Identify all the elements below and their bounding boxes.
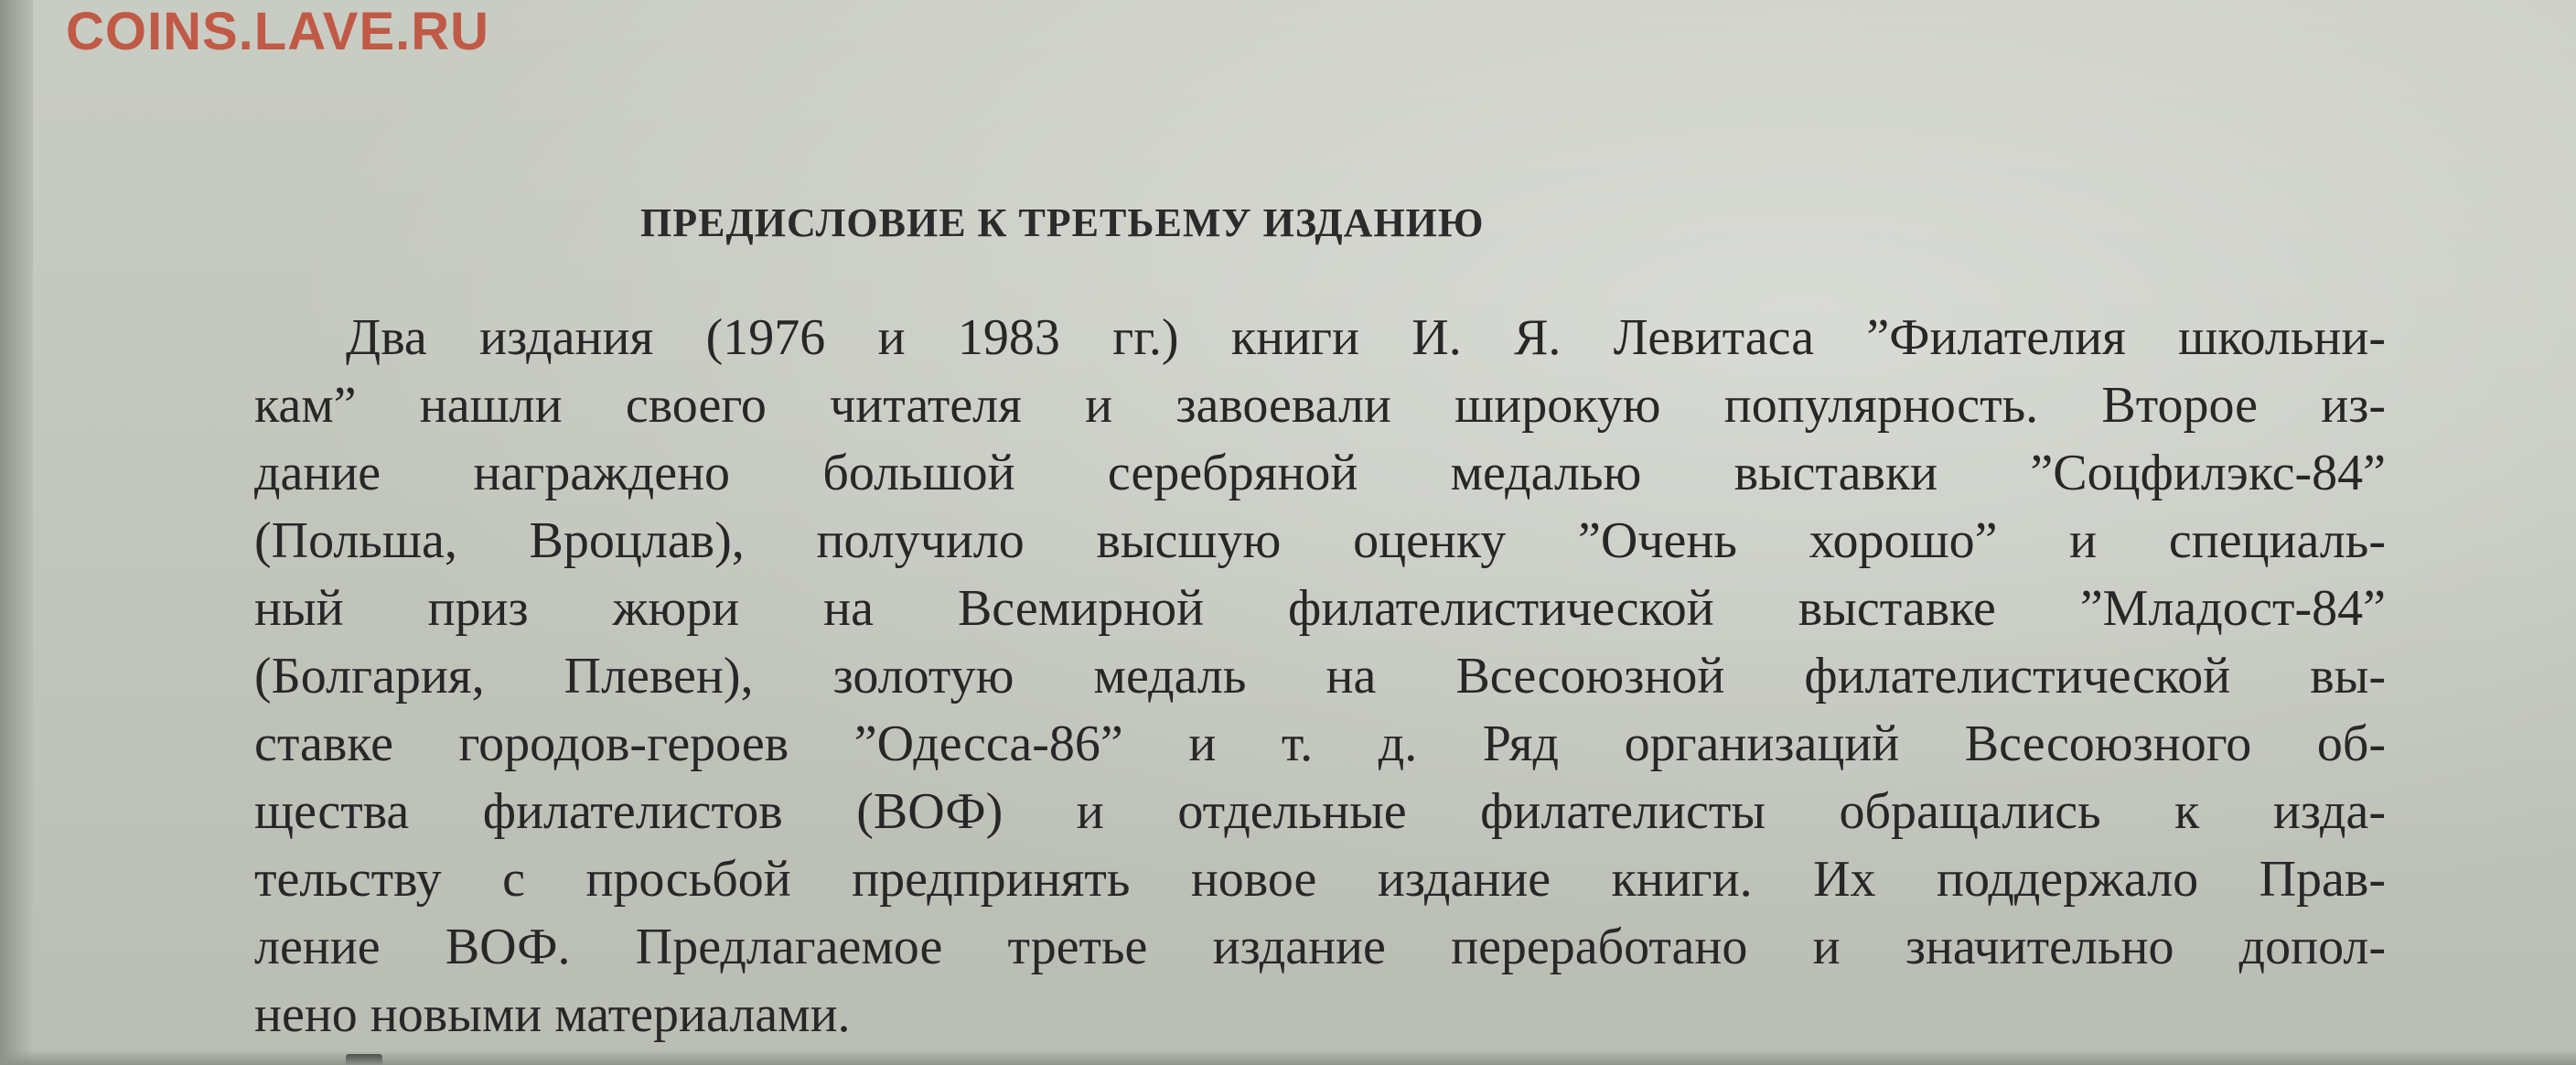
paragraph-line: кам” нашли своего читателя и завоевали широкую популярность. Второе из- [254,377,2386,434]
watermark: COINS.LAVE.RU [66,2,490,61]
paragraph-line: ление ВОФ. Предлагаемое третье издание переработано и значительно допол- [254,919,2386,975]
paragraph-line: Два издания (1976 и 1983 гг.) книги И. Я. Левитаса ”Филателия школьни- [346,309,2386,366]
paragraph-line: тельству с просьбой предпринять новое издание книги. Их поддержало Прав- [254,851,2386,908]
paragraph-line: нено новыми материалами. [254,986,851,1043]
preface-paragraph [254,304,2386,1049]
paragraph-line: (Польша, Вроцлав), получило высшую оценку ”Очень хорошо” и специаль- [254,512,2386,569]
page-left-edge [0,0,33,1065]
section-heading: ПРЕДИСЛОВИЕ К ТРЕТЬЕМУ ИЗДАНИЮ [640,200,1485,245]
paragraph-line: ный приз жюри на Всемирной филателистической выставке ”Младост-84” [254,580,2386,637]
paragraph-line: дание награждено большой серебряной медалью выставки ”Соцфилэкс-84” [254,445,2386,501]
paragraph-line: (Болгария, Плевен), золотую медаль на Всесоюзной филателистической вы- [254,648,2386,705]
paragraph-line: щества филателистов (ВОФ) и отдельные филателисты обращались к изда- [254,783,2386,840]
page-bottom-edge [0,1050,2576,1065]
paragraph-line: ставке городов-героев ”Одесса-86” и т. д. Ряд организаций Всесоюзного об- [254,715,2386,772]
